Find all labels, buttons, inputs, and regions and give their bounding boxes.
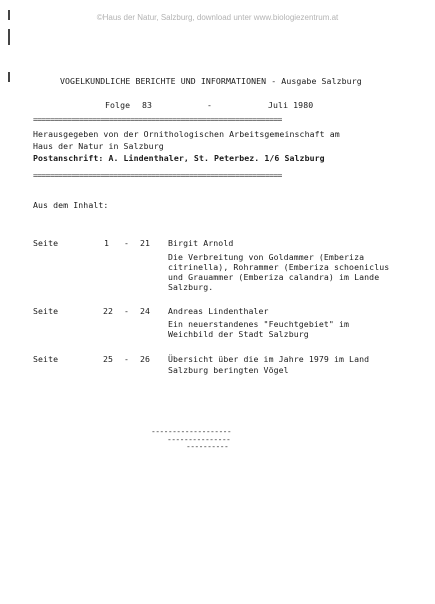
entry-author: Andreas Lindenthaler bbox=[168, 306, 269, 316]
publisher-line-2: Haus der Natur in Salzburg bbox=[33, 141, 164, 151]
watermark: ©Haus der Natur, Salzburg, download unter www.biologiezentrum.at bbox=[96, 13, 339, 22]
entry-seite-label: Seite bbox=[33, 354, 59, 364]
entry-page-dash: - bbox=[124, 238, 130, 248]
entry-title-line: Salzburg. bbox=[168, 282, 214, 292]
entry-page-to: 26 bbox=[140, 354, 151, 364]
entry-title-line: Weichbild der Stadt Salzburg bbox=[168, 329, 309, 339]
punch-mark bbox=[8, 72, 10, 82]
separator-rule: =========================================================== bbox=[33, 116, 282, 124]
issue-date: Juli 1980 bbox=[268, 100, 314, 110]
entry-page-from: 25 bbox=[103, 354, 114, 364]
entry-author: Birgit Arnold bbox=[168, 238, 234, 248]
entry-page-dash: - bbox=[124, 354, 130, 364]
postal-address: Postanschrift: A. Lindenthaler, St. Peterbez. 1/6 Salzburg bbox=[33, 153, 325, 163]
entry-title-line: und Grauammer (Emberiza calandra) im Lande bbox=[168, 272, 380, 282]
entry-seite-label: Seite bbox=[33, 306, 59, 316]
issue-folge-label: Folge bbox=[105, 100, 131, 110]
issue-number: 83 bbox=[142, 100, 153, 110]
entry-title-line: citrinella), Rohrammer (Emberiza schoeniclus bbox=[168, 262, 390, 272]
entry-page-from: 1 bbox=[104, 238, 110, 248]
entry-page-to: 24 bbox=[140, 306, 151, 316]
footer-rule: ---------- bbox=[186, 443, 229, 451]
journal-title: VOGELKUNDLICHE BERICHTE UND INFORMATIONEN - Ausgabe Salzburg bbox=[60, 76, 362, 86]
publisher-line-1: Herausgegeben von der Ornithologischen Arbeitsgemeinschaft am bbox=[33, 129, 340, 139]
footer-rule: --------------- bbox=[167, 436, 231, 444]
entry-title-line: Ein neuerstandenes "Feuchtgebiet" im bbox=[168, 319, 350, 329]
issue-dash: - bbox=[207, 100, 213, 110]
entry-page-from: 22 bbox=[103, 306, 114, 316]
contents-heading: Aus dem Inhalt: bbox=[33, 200, 109, 210]
entry-page-dash: - bbox=[124, 306, 130, 316]
entry-seite-label: Seite bbox=[33, 238, 59, 248]
punch-mark bbox=[8, 10, 10, 20]
entry-page-to: 21 bbox=[140, 238, 151, 248]
entry-title-line: Salzburg beringten Vögel bbox=[168, 365, 289, 375]
footer-rule: ------------------- bbox=[151, 428, 232, 436]
entry-title-line: Die Verbreitung von Goldammer (Emberiza bbox=[168, 252, 365, 262]
punch-mark bbox=[8, 29, 10, 45]
separator-rule: =========================================================== bbox=[33, 172, 282, 180]
entry-title-line: Übersicht über die im Jahre 1979 im Land bbox=[168, 354, 370, 364]
